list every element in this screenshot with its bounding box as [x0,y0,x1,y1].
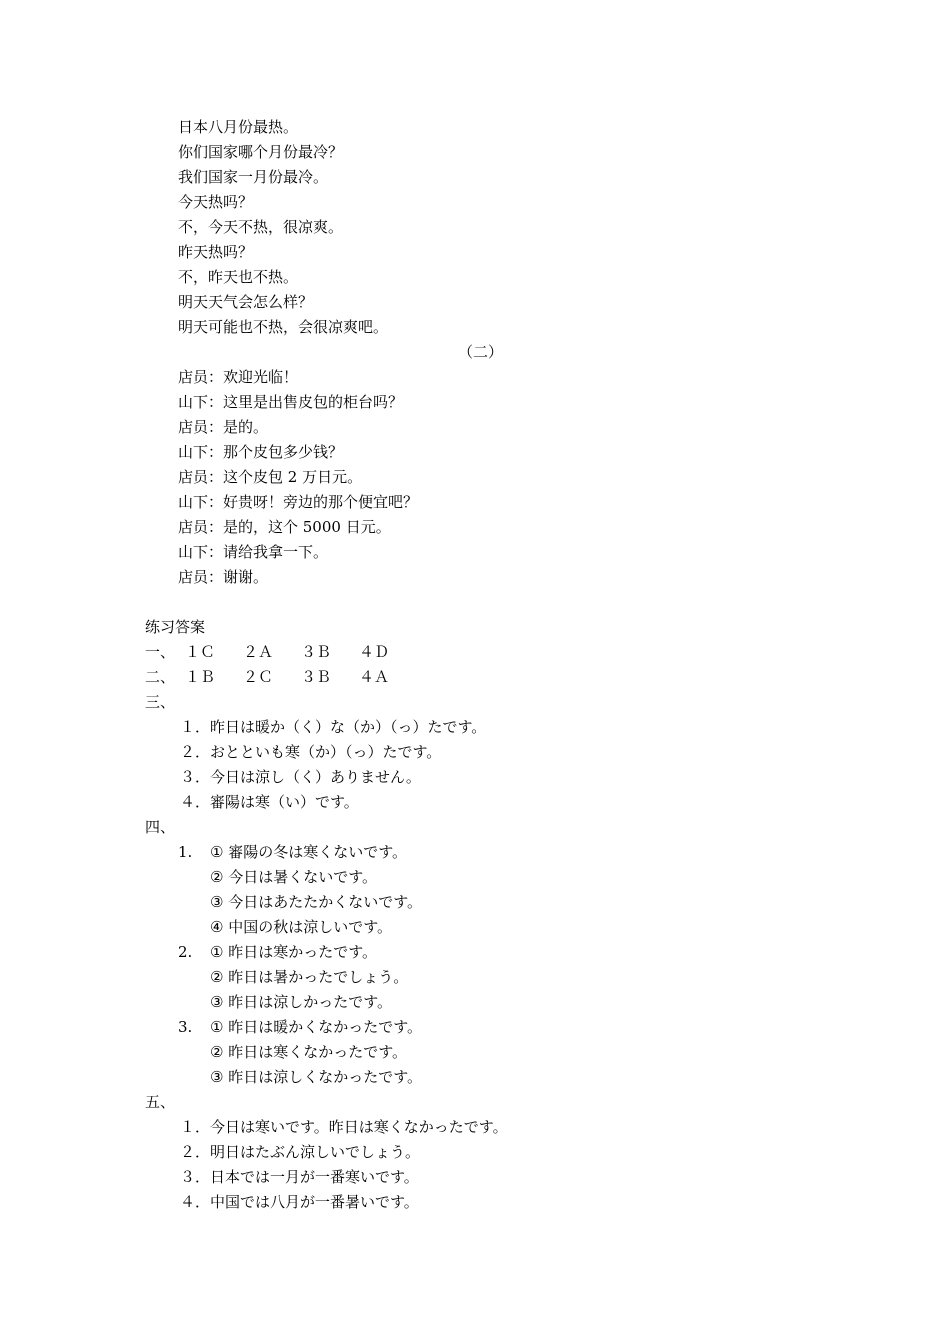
q4-answer: ① 審陽の冬は寒くないです。 [210,843,408,861]
q5-label: 五、 [145,1093,176,1111]
dialogue1-line: 日本八月份最热。 [178,118,299,136]
q4-group-number: 3. [178,1018,193,1036]
dialogue2-line: 店员：谢谢。 [178,568,269,586]
q3-label: 三、 [145,693,176,711]
q4-label: 四、 [145,818,176,836]
dialogue2-line: 山下：好贵呀！旁边的那个便宜吧？ [178,493,419,511]
section2-heading: （二） [458,343,504,361]
q5-answer: ２．明日はたぶん涼しいでしょう。 [180,1143,421,1161]
q2-row [145,665,417,690]
q1-answer: ３Ｂ [301,643,332,661]
q4-group-number: 2. [178,943,193,961]
q2-label: 二、 [145,668,176,686]
q3-answer: ３．今日は涼し（く）ありません。 [180,768,421,786]
dialogue2-line: 山下：那个皮包多少钱？ [178,443,344,461]
answers-title: 练习答案 [145,618,206,636]
q4-answer: ① 昨日は寒かったです。 [210,943,378,961]
q4-answer: ③ 今日はあたたかくないです。 [210,893,423,911]
dialogue1-line: 你们国家哪个月份最冷？ [178,143,344,161]
dialogue1-line: 我们国家一月份最冷。 [178,168,329,186]
q3-answer: １．昨日は暖か（く）な（か）（っ）たです。 [180,718,487,736]
q5-answer: ３．日本では一月が一番寒いです。 [180,1168,419,1186]
dialogue2-line: 山下：请给我拿一下。 [178,543,329,561]
q3-answer: ２．おとといも寒（か）（っ）たです。 [180,743,442,761]
q4-answer: ④ 中国の秋は涼しいです。 [210,918,393,936]
dialogue2-line: 店员：是的，这个 5000 日元。 [178,518,391,536]
q1-row [145,640,417,665]
dialogue2-line: 山下：这里是出售皮包的柜台吗？ [178,393,404,411]
q4-answer: ③ 昨日は涼しくなかったです。 [210,1068,423,1086]
dialogue1-line: 不，昨天也不热。 [178,268,299,286]
q5-answer: １．今日は寒いです。昨日は寒くなかったです。 [180,1118,508,1136]
q4-answer: ② 昨日は暑かったでしょう。 [210,968,409,986]
dialogue1-line: 明天天气会怎么样？ [178,293,314,311]
dialogue2-line: 店员：这个皮包 2 万日元。 [178,468,363,486]
q4-answer: ② 今日は暑くないです。 [210,868,378,886]
q1-answer: ４Ｄ [359,643,390,661]
q4-answer: ① 昨日は暖かくなかったです。 [210,1018,423,1036]
dialogue1-line: 今天热吗？ [178,193,254,211]
dialogue2-line: 店员：是的。 [178,418,269,436]
dialogue1-line: 昨天热吗？ [178,243,254,261]
q2-answer: ４Ａ [359,668,390,686]
q2-answer: ２Ｃ [243,668,274,686]
q4-answer: ② 昨日は寒くなかったです。 [210,1043,408,1061]
dialogue1-line: 不，今天不热，很凉爽。 [178,218,344,236]
q1-label: 一、 [145,643,176,661]
q1-answer: ２Ａ [243,643,274,661]
q4-answer: ③ 昨日は涼しかったです。 [210,993,393,1011]
q1-answer: １Ｃ [185,643,216,661]
dialogue1-line: 明天可能也不热，会很凉爽吧。 [178,318,389,336]
q4-group-number: 1. [178,843,193,861]
q3-answer: ４．審陽は寒（い）です。 [180,793,359,811]
dialogue2-line: 店员：欢迎光临！ [178,368,299,386]
q2-answer: ３Ｂ [301,668,332,686]
q2-answer: １Ｂ [185,668,216,686]
q5-answer: ４．中国では八月が一番暑いです。 [180,1193,419,1211]
